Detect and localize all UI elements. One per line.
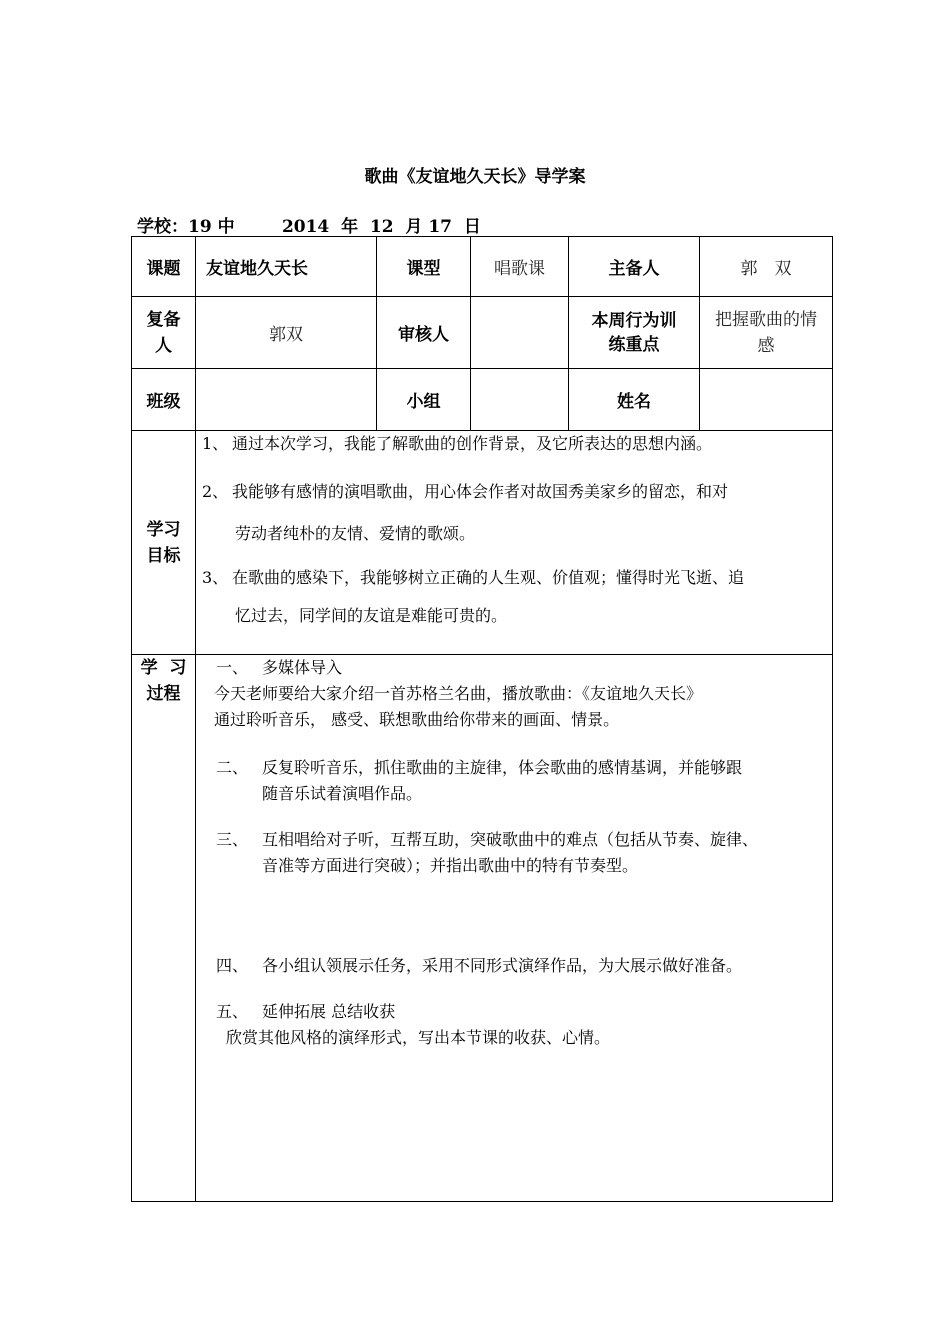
goals-label [132, 431, 196, 655]
step-1-line2: 通过聆听音乐， 感受、联想歌曲给你带来的画面、情景。 [214, 710, 620, 729]
goal-item: 2、 我能够有感情的演唱歌曲，用心体会作者对故国秀美家乡的留恋，和对 劳动者纯朴的友情、爱情的歌颂。 [202, 482, 729, 543]
step-3-cont: 音准等方面进行突破）；并指出歌曲中的特有节奏型。 [262, 856, 639, 875]
goals-label-line1: 学习 [146, 519, 181, 540]
plan-table [131, 236, 833, 1202]
meta-line [137, 212, 481, 237]
focus-value: 把握歌曲的情感 [700, 297, 833, 369]
co-preparer-value: 郭双 [196, 297, 377, 369]
step-2-cont: 随音乐试着演唱作品。 [262, 784, 423, 803]
step-3: 三、 互相唱给对子听，互帮互助，突破歌曲中的难点（包括从节奏、旋律、 [216, 830, 759, 849]
process-content [196, 655, 833, 1202]
type-label: 课型 [377, 237, 471, 297]
name-value [700, 369, 833, 431]
topic-label: 课题 [132, 237, 196, 297]
step-5-line: 欣赏其他风格的演绎形式，写出本节课的收获、心情。 [226, 1028, 611, 1047]
table-row [132, 297, 833, 369]
group-value [471, 369, 569, 431]
focus-label: 本周行为训练重点 [569, 297, 700, 369]
table-row [132, 369, 833, 431]
class-label: 班级 [132, 369, 196, 431]
name-label: 姓名 [569, 369, 700, 431]
date-text: 2014 年 12 月 17 日 [281, 217, 481, 237]
goal-item: 1、 通过本次学习，我能了解歌曲的创作背景，及它所表达的思想内涵。 [202, 434, 713, 453]
document-title: 歌曲《友谊地久天长》导学案 [364, 167, 586, 187]
step-5: 五、 延伸拓展 总结收获 [216, 1002, 396, 1021]
step-1-line1: 今天老师要给大家介绍一首苏格兰名曲，播放歌曲：《友谊地久天长》 [214, 684, 703, 703]
co-preparer-label: 复备人 [132, 297, 196, 369]
step-1: 一、 多媒体导入 [216, 658, 343, 677]
step-4: 四、 各小组认领展示任务，采用不同形式演绎作品，为大展示做好准备。 [216, 956, 743, 975]
lead-value: 郭 双 [700, 237, 833, 297]
step-2: 二、 反复聆听音乐，抓住歌曲的主旋律，体会歌曲的感情基调，并能够跟 [216, 758, 743, 777]
table-row [132, 431, 833, 655]
topic-value: 友谊地久天长 [196, 237, 377, 297]
table-row [132, 655, 833, 1202]
group-label: 小组 [377, 369, 471, 431]
process-label [132, 655, 196, 1202]
reviewer-value [471, 297, 569, 369]
process-label-line2: 过程 [146, 684, 181, 704]
table-row [132, 237, 833, 297]
goals-content [196, 431, 833, 655]
lead-label: 主备人 [569, 237, 700, 297]
school-text: 学校：19 中 [137, 217, 235, 237]
reviewer-label: 审核人 [377, 297, 471, 369]
class-value [196, 369, 377, 431]
type-value: 唱歌课 [471, 237, 569, 297]
goals-label-line2: 目标 [146, 545, 181, 566]
process-label-line1: 学 习 [140, 658, 187, 678]
goal-item: 3、 在歌曲的感染下，我能够树立正确的人生观、价值观；懂得时光飞逝、追 忆过去，同学间的友谊是难能可贵的。 [202, 568, 745, 625]
